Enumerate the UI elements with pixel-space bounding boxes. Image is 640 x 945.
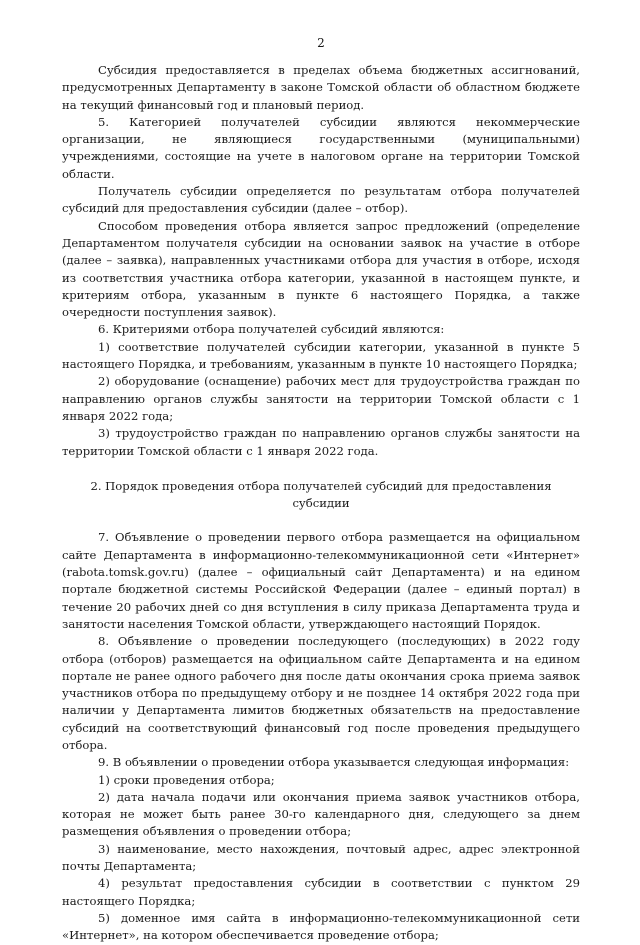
paragraph-criterion-1: 1) соответствие получателей субсидии категории, указанной в пункте 5 настоящего Порядка, и требованиям, указанным в пункте 10 настоящего Порядка; bbox=[62, 339, 580, 372]
paragraph-criterion-2: 2) оборудование (оснащение) рабочих мест для трудоустройства граждан по направлению органов службы занятости на территории Томской области с 1 января 2022 года; bbox=[62, 374, 580, 423]
paragraph-recipient-selection: Получатель субсидии определяется по результатам отбора получателей субсидий для предоставления субсидии (далее – отбор). bbox=[62, 184, 580, 216]
paragraph-info-1: 1) сроки проведения отбора; bbox=[98, 772, 275, 787]
paragraph-item-8: 8. Объявление о проведении последующего (последующих) в 2022 году отбора (отборов) размещается на официальном сайте Департамента и на едином портале не ранее одного рабочего дня после даты окончания срока приема заявок участников отбора по предыдущему отбору и не позднее 14 октября 2022 года при наличии у Департамента лимитов бюджетных обязательств на предоставление субсидий на соответствующий финансовый год после проведения предыдущего отбора. bbox=[62, 634, 580, 752]
paragraph-subsidy-budget: Субсидия предоставляется в пределах объема бюджетных ассигнований, предусмотренных Департаменту в законе Томской области об областном бюджете на текущий финансовый год и плановый период. bbox=[62, 63, 580, 112]
paragraph-selection-method: Способом проведения отбора является запрос предложений (определение Департаментом получателя субсидии на основании заявок на участие в отборе (далее – заявка), направленных участниками отбора для участия в отборе, исходя из соответствия участника отбора категории, указанной в настоящем пункте, и критериям отбора, указанным в пункте 6 настоящего Порядка, а также очередности поступления заявок). bbox=[62, 218, 580, 320]
document-page bbox=[62, 0, 580, 943]
paragraph-item-6: 6. Критериями отбора получателей субсидий являются: bbox=[98, 322, 445, 337]
paragraph-item-5: 5. Категорией получателей субсидии являются некоммерческие организации, не являющиеся государственными (муниципальными) учреждениями, состоящие на учете в налоговом органе на территории Томской области. bbox=[62, 114, 580, 181]
paragraph-info-3: 3) наименование, место нахождения, почтовый адрес, адрес электронной почты Департамента; bbox=[62, 841, 580, 874]
paragraph-criterion-3: 3) трудоустройство граждан по направлению органов службы занятости на территории Томской области с 1 января 2022 года. bbox=[62, 426, 580, 458]
page-number: 2 bbox=[317, 36, 325, 50]
paragraph-info-5: 5) доменное имя сайта в информационно-телекоммуникационной сети «Интернет», на котором обеспечивается проведение отбора; bbox=[62, 910, 580, 943]
paragraph-item-9: 9. В объявлении о проведении отбора указывается следующая информация: bbox=[98, 755, 570, 770]
paragraph-info-2: 2) дата начала подачи или окончания приема заявок участников отбора, которая не может быть ранее 30-го календарного дня, следующего за днем размещения объявления о проведении отбора; bbox=[62, 789, 580, 839]
section-heading: 2. Порядок проведения отбора получателей субсидий для предоставления субсидии bbox=[90, 478, 552, 511]
paragraph-item-7: 7. Объявление о проведении первого отбора размещается на официальном сайте Департамента в информационно-телекоммуникационной сети «Интернет» (rabota.tomsk.gov.ru) (далее – официальный сайт Департамента) и на едином портале бюджетной системы Российской Федерации (далее – единый портал) в течение 20 рабочих дней со дня вступления в силу приказа Департамента труда и занятости населения Томской области, утверждающего настоящий Порядок. bbox=[62, 530, 580, 631]
document-body bbox=[62, 62, 580, 945]
paragraph-info-4: 4) результат предоставления субсидии в соответствии с пунктом 29 настоящего Порядка; bbox=[62, 876, 580, 908]
